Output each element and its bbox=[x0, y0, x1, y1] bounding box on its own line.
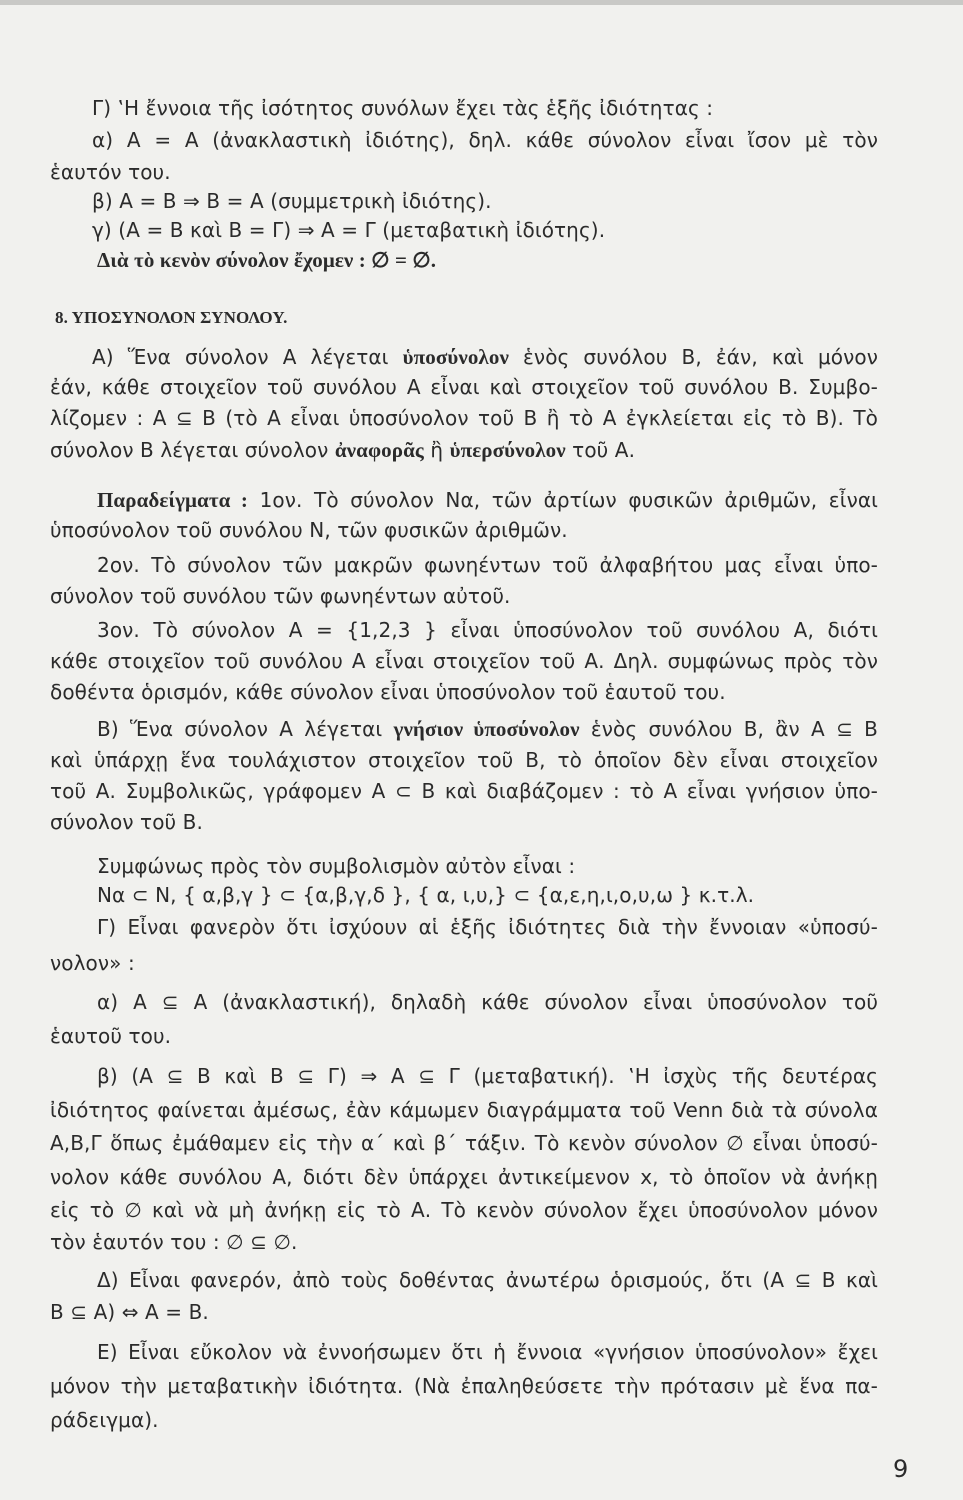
line-text: ἑαυτόν του. bbox=[50, 160, 171, 184]
line-text: σύνολον Β λέγεται σύνολον bbox=[50, 438, 335, 462]
line-text: ἰδιότητος φαίνεται ἀμέσως, ἐὰν κάμωμεν διαγράμματα τοῦ Venn διὰ τὰ σύνολα bbox=[50, 1098, 878, 1122]
line-text: καὶ ὑπάρχῃ ἕνα τουλάχιστον στοιχεῖον τοῦ Β, τὸ ὁποῖον δὲν εἶναι στοιχεῖον bbox=[50, 748, 878, 772]
text-line bbox=[97, 1063, 878, 1089]
text-line bbox=[50, 950, 135, 976]
line-text: ἑνὸς συνόλου Β, ἐάν, καὶ μόνον bbox=[508, 345, 878, 369]
line-text: νολον» : bbox=[50, 951, 135, 975]
line-text: σύνολον τοῦ Β. bbox=[50, 810, 203, 834]
text-line bbox=[97, 247, 436, 273]
line-text: τοῦ Α. Συμβολικῶς, γράφομεν A ⊂ B καὶ διαβάζομεν : τὸ Α εἶναι γνήσιον ὑπο- bbox=[50, 779, 878, 803]
text-line bbox=[50, 648, 878, 674]
line-text: Nα ⊂ N, { α,β,γ } ⊂ {α,β,γ,δ }, { α, ι,υ,} ⊂ {α,ε,η,ι,ο,υ,ω } κ.τ.λ. bbox=[97, 883, 755, 907]
bold-statement: Διὰ τὸ κενὸν σύνολον ἔχομεν : ∅ = ∅. bbox=[97, 248, 437, 272]
text-line bbox=[50, 405, 878, 431]
text-line bbox=[92, 95, 713, 121]
text-line bbox=[50, 1023, 171, 1049]
line-text: τοῦ Α. bbox=[565, 438, 636, 462]
text-line bbox=[50, 1097, 878, 1123]
line-text: B ⊆ A) ⇔ A = B. bbox=[50, 1300, 209, 1324]
text-line bbox=[97, 552, 878, 578]
text-line bbox=[50, 1299, 209, 1325]
text-line bbox=[97, 1267, 878, 1293]
text-line bbox=[97, 716, 878, 742]
line-text: Γ) ‛Η ἔννοια τῆς ἰσότητος συνόλων ἔχει τὰς ἑξῆς ἰδιότητας : bbox=[92, 96, 714, 120]
text-line bbox=[97, 882, 754, 908]
line-text: Συμφώνως πρὸς τὸν συμβολισμὸν αὐτὸν εἶναι : bbox=[97, 854, 576, 878]
line-text: γ) (A = B καὶ B = Γ) ⇒ A = Γ (μεταβατικὴ ἰδιότης). bbox=[92, 218, 606, 242]
line-text: 1ον. Τὸ σύνολον Nα, τῶν ἀρτίων φυσικῶν ἀριθμῶν, εἶναι bbox=[248, 488, 878, 512]
line-text: α) A = A (ἀνακλαστικὴ ἰδιότης), δηλ. κάθε σύνολον εἶναι ἴσον μὲ τὸν bbox=[92, 128, 878, 152]
text-line bbox=[92, 344, 878, 370]
text-line bbox=[50, 1373, 878, 1399]
term-superset: ὑπερσύνολον bbox=[449, 438, 566, 462]
text-line bbox=[97, 487, 878, 513]
line-text: νολον κάθε συνόλου Α, διότι δὲν ὑπάρχει ἀντικείμενον x, τὸ ὁποῖον νὰ ἀνήκῃ bbox=[50, 1165, 878, 1189]
text-line bbox=[92, 217, 605, 243]
line-text: ἐάν, κάθε στοιχεῖον τοῦ συνόλου Α εἶναι καὶ στοιχεῖον τοῦ συνόλου Β. Συμβο- bbox=[50, 375, 878, 399]
line-text: Ε) Εἶναι εὔκολον νὰ ἐννοήσωμεν ὅτι ἡ ἔννοια «γνήσιον ὑποσύνολον» ἔχει bbox=[97, 1340, 878, 1364]
line-text: λίζομεν : A ⊆ B (τὸ Α εἶναι ὑποσύνολον τοῦ Β ἢ τὸ Α ἐγκλείεται εἰς τὸ Β). Τὸ bbox=[50, 406, 878, 430]
text-line bbox=[50, 778, 878, 804]
line-text: τὸν ἑαυτόν του : ∅ ⊆ ∅. bbox=[50, 1230, 298, 1254]
text-line bbox=[92, 188, 492, 214]
text-line bbox=[50, 583, 511, 609]
text-line bbox=[50, 809, 203, 835]
text-line bbox=[50, 437, 635, 463]
line-text: μόνον τὴν μεταβατικὴν ἰδιότητα. (Νὰ ἐπαληθεύσετε τὴν πρότασιν μὲ ἕνα πα- bbox=[50, 1374, 878, 1398]
line-text: 3ον. Τὸ σύνολον A = {1,2,3 } εἶναι ὑποσύνολον τοῦ συνόλου Α, διότι bbox=[97, 618, 878, 642]
line-text: 2ον. Τὸ σύνολον τῶν μακρῶν φωνηέντων τοῦ ἀλφαβήτου μας εἶναι ὑπο- bbox=[97, 553, 878, 577]
text-line bbox=[92, 127, 878, 153]
line-text: ἑνὸς συνόλου Β, ἂν A ⊆ B bbox=[579, 717, 878, 741]
text-line bbox=[97, 914, 878, 940]
text-line bbox=[50, 1130, 878, 1156]
line-text: ὑποσύνολον τοῦ συνόλου N, τῶν φυσικῶν ἀριθμῶν. bbox=[50, 518, 568, 542]
text-line bbox=[50, 374, 878, 400]
examples-label: Παραδείγματα : bbox=[97, 488, 248, 512]
line-text: Α,Β,Γ ὅπως ἐμάθαμεν εἰς τὴν α΄ καὶ β΄ τάξιν. Τὸ κενὸν σύνολον ∅ εἶναι ὑποσύ- bbox=[50, 1131, 878, 1155]
text-line bbox=[50, 1164, 878, 1190]
page-number: 9 bbox=[893, 1455, 909, 1483]
line-text: β) (A ⊆ B καὶ B ⊆ Γ) ⇒ A ⊆ Γ (μεταβατική). ‛Η ἰσχὺς τῆς δευτέρας bbox=[97, 1064, 878, 1088]
line-text: κάθε στοιχεῖον τοῦ συνόλου Α εἶναι στοιχεῖον τοῦ Α. Δηλ. συμφώνως πρὸς τὸν bbox=[50, 649, 878, 673]
line-text: Α) Ἕνα σύνολον Α λέγεται bbox=[92, 345, 403, 369]
text-line bbox=[50, 679, 726, 705]
text-line bbox=[97, 1339, 878, 1365]
line-text: Γ) Εἶναι φανερὸν ὅτι ἰσχύουν αἱ ἑξῆς ἰδιότητες διὰ τὴν ἔννοιαν «ὑποσύ- bbox=[97, 915, 878, 939]
text-line bbox=[50, 747, 878, 773]
line-text: Δ) Εἶναι φανερόν, ἀπὸ τοὺς δοθέντας ἀνωτέρω ὁρισμούς, ὅτι (A ⊆ B καὶ bbox=[97, 1268, 878, 1292]
line-text: ἢ bbox=[423, 438, 450, 462]
line-text: δοθέντα ὁρισμόν, κάθε σύνολον εἶναι ὑποσύνολον τοῦ ἑαυτοῦ του. bbox=[50, 680, 726, 704]
term-subset: ὑποσύνολον bbox=[402, 345, 509, 369]
text-line bbox=[50, 159, 171, 185]
text-line bbox=[50, 1407, 159, 1433]
line-text: Β) Ἕνα σύνολον Α λέγεται bbox=[97, 717, 394, 741]
line-text: σύνολον τοῦ συνόλου τῶν φωνηέντων αὐτοῦ. bbox=[50, 584, 511, 608]
scan-edge bbox=[0, 0, 963, 5]
section-heading bbox=[55, 303, 288, 331]
section-title: 8. ΥΠΟΣΥΝΟΛΟΝ ΣΥΝΟΛΟΥ. bbox=[55, 308, 288, 327]
text-line bbox=[50, 1197, 878, 1223]
text-line bbox=[50, 517, 568, 543]
line-text: ράδειγμα). bbox=[50, 1408, 159, 1432]
term-reference: ἀναφορᾶς bbox=[334, 438, 424, 462]
term-proper-subset: γνήσιον ὑποσύνολον bbox=[393, 717, 580, 741]
line-text: εἰς τὸ ∅ καὶ νὰ μὴ ἀνήκῃ εἰς τὸ Α. Τὸ κενὸν σύνολον ἔχει ὑποσύνολον μόνον bbox=[50, 1198, 878, 1222]
text-line bbox=[97, 617, 878, 643]
line-text: ἑαυτοῦ του. bbox=[50, 1024, 172, 1048]
line-text: α) A ⊆ A (ἀνακλαστική), δηλαδὴ κάθε σύνολον εἶναι ὑποσύνολον τοῦ bbox=[97, 990, 878, 1014]
text-line bbox=[97, 989, 878, 1015]
text-line bbox=[97, 853, 575, 879]
text-line bbox=[50, 1229, 297, 1255]
line-text: β) A = B ⇒ B = A (συμμετρικὴ ἰδιότης). bbox=[92, 189, 492, 213]
